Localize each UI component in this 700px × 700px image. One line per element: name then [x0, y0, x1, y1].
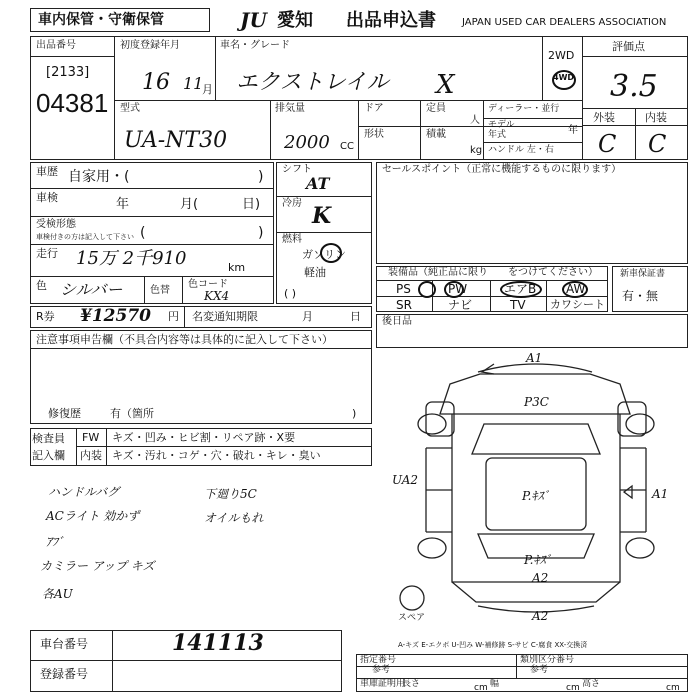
- aircon-value: K: [312, 203, 332, 229]
- drive-2wd: 2WD: [548, 49, 575, 62]
- shape-label: 形状: [364, 129, 384, 140]
- repair-label: 修復歴: [48, 407, 81, 420]
- registration-year: 16: [142, 70, 170, 95]
- chassis-label: 車台番号: [40, 637, 89, 651]
- history-label: 車歴: [36, 165, 58, 178]
- equip-ps: PS: [396, 282, 411, 296]
- load-label: 積載: [426, 129, 446, 140]
- mileage-label: 走行: [36, 247, 58, 260]
- ju-logo: JU: [240, 8, 267, 32]
- car-grade: X: [436, 70, 455, 100]
- registration-month: 11: [183, 74, 204, 93]
- association-name: JAPAN USED CAR DEALERS ASSOCIATION: [462, 17, 667, 28]
- diagram-mark-right: A1: [652, 487, 669, 501]
- diagram-wheel-fr: [626, 414, 654, 434]
- diagram-mark-left: UA2: [392, 473, 419, 487]
- model-value: UA-NT30: [124, 128, 228, 153]
- color-value: シルバー: [60, 280, 123, 299]
- recycle-label: R券: [36, 310, 55, 323]
- shift-label: シフト: [282, 164, 312, 175]
- rating-ext-value: C: [598, 130, 617, 158]
- fuel-gasoline: ガソリン: [302, 248, 346, 261]
- lot-number: 04381: [36, 88, 109, 118]
- inspection-month: 月(: [180, 197, 199, 212]
- inspector-fw-items: キズ・凹み・ヒビ割・リペア跡・X要: [112, 431, 296, 444]
- hw-note-6: 下廻り5C: [204, 487, 257, 501]
- equip-navi: ナビ: [448, 298, 473, 312]
- inspector-in-label: 内装: [80, 449, 102, 462]
- fuel-label: 燃料: [282, 234, 302, 245]
- diagram-legend: A-キズ E-エクボ U-凹み W-補修跡 S-サビ C-腐食 XX-交換済: [398, 641, 588, 649]
- br-r3: 車庫証明用: [360, 679, 406, 689]
- meihen-month: 月: [302, 310, 313, 323]
- model-year-unit: 年: [568, 125, 578, 136]
- rating-value: 3.5: [610, 69, 658, 104]
- drive-4wd: 4WD: [553, 73, 575, 82]
- after-sale-box: [376, 314, 688, 348]
- form-title: 出品申込書: [346, 10, 436, 31]
- dealer-label: ディーラー・並行: [488, 104, 560, 114]
- br-len: 長さ: [402, 679, 421, 689]
- door-label: ドア: [364, 103, 384, 114]
- accepted-paren-open: (: [140, 225, 146, 241]
- inspection-year: 年: [116, 197, 130, 212]
- equip-aw: AW: [566, 282, 586, 296]
- rating-label: 評価点: [612, 40, 645, 53]
- recycle-value: ¥12570: [80, 306, 151, 326]
- equip-leather: カワシート: [550, 298, 605, 311]
- diagram-right-doors: [620, 448, 646, 532]
- br-hei: 高さ: [582, 679, 601, 689]
- diagram-wheel-rr: [626, 538, 654, 558]
- registration-label: 初度登録年月: [120, 40, 180, 51]
- equip-airbag-circle: [500, 281, 542, 298]
- history-close: ): [258, 169, 264, 185]
- diagram-arrow-right: [624, 486, 632, 498]
- inspector-fw-label: FW: [82, 431, 100, 444]
- equip-tv: TV: [510, 298, 526, 312]
- history-value: 自家用・(: [68, 169, 130, 185]
- repair-close: ): [352, 407, 357, 420]
- rating-int-value: C: [648, 130, 667, 158]
- hw-note-2: ACライト 効かず: [46, 509, 140, 523]
- equipment-label-2: をつけてください）: [508, 267, 598, 278]
- equip-pw: PW: [448, 282, 468, 296]
- capacity-unit: 人: [470, 115, 480, 126]
- load-unit: kg: [470, 145, 483, 156]
- br-wid: 幅: [490, 679, 500, 689]
- diagram-mark-rear: P.ｷｽﾞ: [524, 553, 552, 567]
- inspector-label-2: 記入欄: [32, 449, 65, 462]
- model-label: 型式: [120, 103, 140, 114]
- inspector-label-1: 検査員: [32, 432, 65, 445]
- model-year-label-1: モデル: [488, 120, 515, 130]
- shift-value: AT: [306, 174, 330, 193]
- sales-point-label: セールスポイント（正常に機能するものに限ります）: [382, 164, 622, 175]
- hw-note-7: オイルもれ: [204, 511, 264, 525]
- inspection-label: 車検: [36, 191, 58, 204]
- recycle-unit: 円: [168, 310, 179, 323]
- diagram-left-fender: [426, 402, 454, 436]
- diagram-wheel-fl: [418, 414, 446, 434]
- color-code-value: KX4: [204, 289, 230, 303]
- equip-ps-circle: [418, 281, 436, 298]
- diagram-mark-rear-a2: A2: [532, 571, 549, 585]
- equip-sr: SR: [396, 298, 412, 312]
- inspector-in-items: キズ・汚れ・コゲ・穴・破れ・キレ・臭い: [112, 449, 321, 462]
- hw-note-1: ハンドルバグ: [48, 485, 120, 499]
- mileage-unit: km: [228, 261, 246, 274]
- displacement-value: 2000: [284, 132, 330, 153]
- warranty-label: 新車保証書: [620, 269, 666, 279]
- diagram-mark-top: A1: [526, 352, 543, 365]
- diagram-right-fender: [618, 402, 646, 436]
- chassis-value: 141113: [172, 630, 264, 656]
- lot-sub: [2133]: [46, 65, 90, 80]
- equip-aw-circle: [562, 281, 588, 298]
- rating-int-label: 内装: [645, 111, 667, 124]
- meihen-label: 名変通知期限: [192, 310, 258, 323]
- mileage-value: 15万 2千910: [76, 248, 187, 269]
- diagram-front-bumper: [478, 364, 592, 372]
- diagram-wheel-rl: [418, 538, 446, 558]
- sales-point-box: [376, 162, 688, 264]
- accepted-note: 車検付きの方は記入して下さい: [36, 233, 134, 241]
- after-sale-label: 後日品: [382, 316, 412, 327]
- fuel-gasoline-circle: [320, 243, 342, 263]
- brand-name: 愛知: [277, 10, 313, 31]
- car-name-value: エクストレイル: [236, 70, 389, 95]
- br-cm-3: cm: [666, 683, 680, 693]
- br-cm-2: cm: [566, 683, 580, 693]
- model-year-label-2: 年式: [488, 130, 507, 140]
- hw-note-5: 各AU: [42, 587, 73, 601]
- hw-note-4: カミラー アップ キズ: [40, 559, 155, 573]
- meihen-day: 日: [350, 310, 361, 323]
- diagram-mark-hood: P3C: [524, 395, 549, 409]
- br-r2: 類別区分番号: [520, 655, 575, 665]
- cc-unit: CC: [340, 141, 354, 152]
- lot-label: 出品番号: [36, 40, 76, 51]
- rating-ext-label: 外装: [593, 111, 615, 124]
- warranty-value: 有・無: [622, 289, 659, 303]
- color-change-label: 色替: [150, 285, 170, 296]
- color-code-label: 色コード: [188, 279, 228, 290]
- fuel-paren: ( ): [284, 287, 297, 300]
- capacity-label: 定員: [426, 103, 446, 114]
- inspection-day: 日): [242, 197, 261, 212]
- registration-month-unit: 月: [202, 83, 213, 96]
- color-label: 色: [36, 279, 47, 292]
- displacement-label: 排気量: [275, 103, 305, 114]
- br-r2b: 参考: [530, 665, 549, 675]
- diagram-mark-bottom: A2: [532, 609, 549, 622]
- aircon-label: 冷房: [282, 198, 302, 209]
- br-r1b: 参考: [372, 665, 391, 675]
- notes-label: 注意事項申告欄（不具合内容等は具体的に記入して下さい）: [36, 333, 333, 346]
- reg-no-label: 登録番号: [40, 667, 89, 681]
- storage-label: 車内保管・守衛保管: [38, 12, 164, 28]
- br-r1: 指定番号: [360, 655, 397, 665]
- accepted-label: 受検形態: [36, 219, 76, 230]
- hw-note-3: ｱﾌﾞ: [46, 535, 65, 549]
- diagram-mark-roof: P.ｷｽﾞ: [522, 489, 550, 503]
- diagram-left-doors: [426, 448, 452, 532]
- fuel-diesel: 軽油: [304, 266, 326, 279]
- accepted-paren-close: ): [258, 225, 264, 241]
- car-name-label: 車名・グレード: [220, 40, 290, 51]
- equip-airbag: エアB: [504, 282, 537, 296]
- diagram-spare-label: スペア: [398, 613, 426, 622]
- handle-label: ハンドル 左・右: [488, 145, 554, 155]
- car-diagram: [386, 352, 690, 622]
- equipment-label: 装備品（純正品に限り: [388, 267, 488, 278]
- repair-value: 有（箇所: [110, 407, 154, 420]
- diagram-windshield: [472, 424, 600, 454]
- br-cm-1: cm: [474, 683, 488, 693]
- equip-pw-circle: [444, 281, 464, 298]
- diagram-rear: [452, 582, 620, 602]
- diagram-spare: [400, 586, 424, 610]
